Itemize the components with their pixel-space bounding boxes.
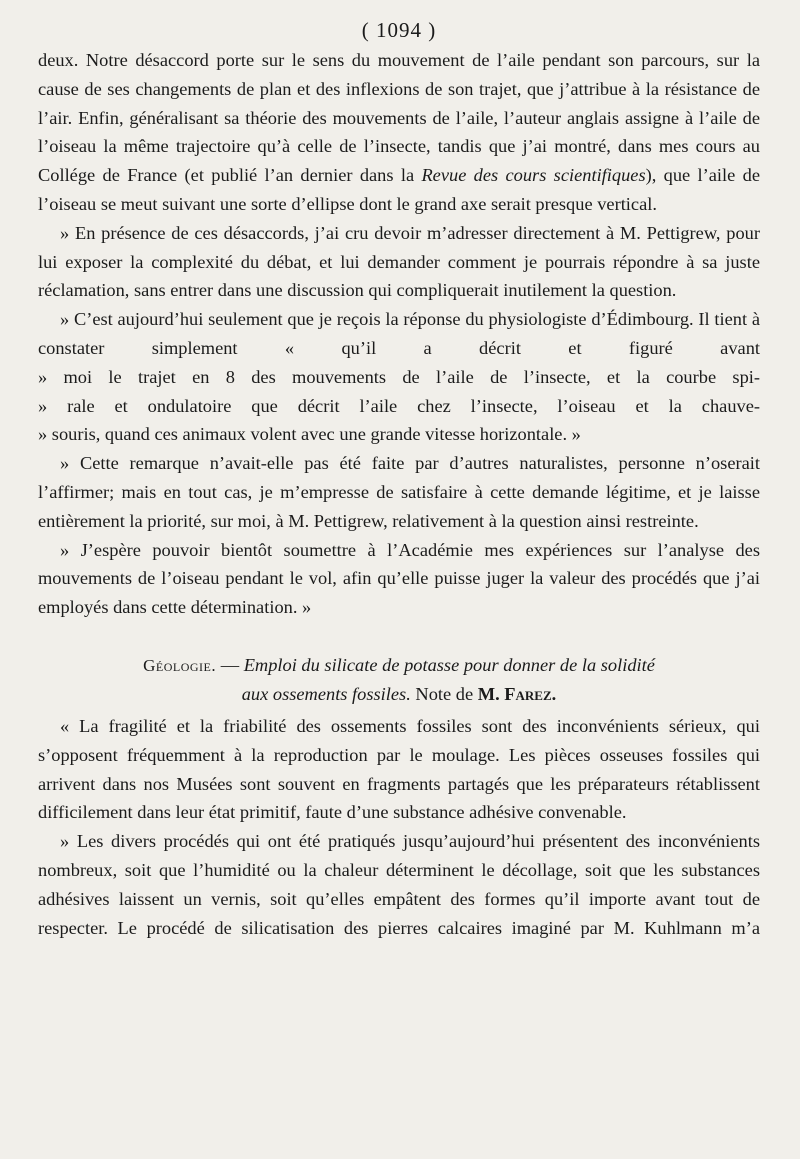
section-heading-line-2 xyxy=(38,680,760,708)
journal-title: Revue des cours scientifiques xyxy=(421,165,646,186)
paragraph-1 xyxy=(38,46,760,219)
paragraph-2: » En présence de ces désaccords, j’ai cru devoir m’adresser directement à M. Pettigrew, pour lui exposer la complexité du débat, et lui demander comment je pourrais répondre à sa juste réclamation, sans entrer dans une discussion qui compliquerait inutilement la question. xyxy=(38,222,760,301)
section-title-line-2: aux ossements fossiles. xyxy=(241,683,411,704)
section-category: Géologie. xyxy=(143,655,217,675)
section-heading xyxy=(38,651,760,708)
paragraph-7: » Les divers procédés qui ont été pratiqués jusqu’aujourd’hui présentent des inconvénients nombreux, soit que l’humidité ou la chaleur déterminent le décollage, soit que les substances adhésives laissent un vernis, soit qu’elles empâtent des formes qu’il importe avant tout de respecter. Le procédé de silicatisation des pierres calcaires imaginé par M. Kuhlmann m’a xyxy=(38,831,760,938)
paragraph-5: » J’espère pouvoir bientôt soumettre à l’Académie mes expériences sur l’analyse des mouvements de l’oiseau pendant le vol, afin qu’elle puisse juger la valeur des procédés que j’ai employés dans cette détermination. » xyxy=(38,539,760,618)
paragraph-6: « La fragilité et la friabilité des ossements fossiles sont des inconvénients sérieux, qui s’opposent fréquemment à la reproduction par le moulage. Les pièces osseuses fossiles qui arrivent dans nos Musées sont souvent en fragments partagés que les préparateurs rétablissent difficilement dans leur état primitif, faute d’une substance adhésive convenable. xyxy=(38,715,760,823)
quotation-block xyxy=(38,363,760,449)
quotation-line-1: » moi le trajet en 8 des mouvements de l’aile de l’insecte, et la courbe spi- xyxy=(38,366,760,387)
section-title-line-1: Emploi du silicate de potasse pour donner de la solidité xyxy=(243,654,655,675)
paragraph-3: » C’est aujourd’hui seulement que je reçois la réponse du physiologiste d’Édimbourg. Il tient à constater simplement « qu’il a décrit et figuré avant xyxy=(38,309,760,358)
paragraph-1-text-after: ), que l’aile de l’oiseau se meut suivant une sorte d’ellipse dont le grand axe serait presque vertical. xyxy=(38,165,760,214)
paragraph-4: » Cette remarque n’avait-elle pas été faite par d’autres naturalistes, personne n’oserait l’affirmer; mais en tout cas, je m’empresse de satisfaire à cette demande légitime, et je laisse entièrement la priorité, sur moi, à M. Pettigrew, relativement à la question ainsi restreinte. xyxy=(38,453,760,531)
quotation-line-2: » rale et ondulatoire que décrit l’aile chez l’insecte, l’oiseau et la chauve- xyxy=(38,395,760,416)
paragraph-1-text: deux. Notre désaccord porte sur le sens du mouvement de l’aile pendant son parcours, sur la cause de ses changements de plan et des inflexions de son trajet, que j’attribue à la résistance de l’air. Enfin, généralisant sa théorie des mouvements de l’aile, l’auteur anglais assigne à l’aile de l’oiseau la même trajectoire qu’à celle de l’insecte, tandis que j’ai montré, dans mes cours au Collége de France (et publié l’an dernier dans la xyxy=(38,50,760,186)
section-heading-line-1 xyxy=(38,651,760,680)
section-author: M. Farez. xyxy=(477,683,557,704)
page-number: ( 1094 ) xyxy=(361,18,437,42)
note-label: Note de xyxy=(410,683,478,704)
heading-dash: — xyxy=(216,654,244,675)
quotation-line-3: » souris, quand ces animaux volent avec une grande vitesse horizontale. » xyxy=(38,424,581,445)
